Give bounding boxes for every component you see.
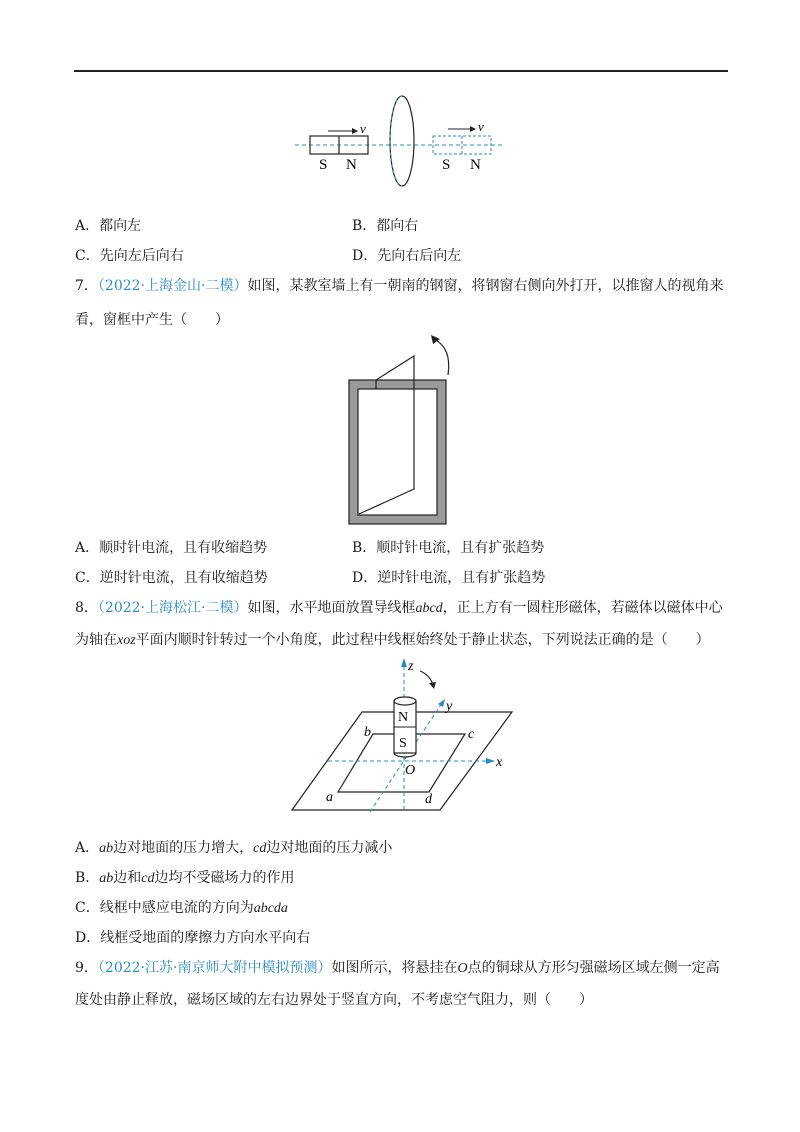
q8-option-a-mid: 边对地面的压力增大， (113, 840, 254, 856)
q7-option-c: C．逆时针电流，且有收缩趋势 (75, 570, 268, 586)
magnet-ring-figure (290, 95, 510, 195)
q8-stem-line2 (75, 630, 710, 651)
q8-text-d: 平面内顺时针转过一个小角度，此过程中线框始终处于静止状态，下列说法正确的是（ ） (135, 632, 710, 648)
q8-option-b (75, 868, 295, 889)
corner-label-a: a (326, 790, 333, 805)
q8-number: 8． (75, 600, 98, 616)
q7-text-line1: 如图，某教室墙上有一朝南的钢窗，将钢窗右侧向外打开，以推窗人的视角来 (247, 278, 724, 294)
q8-option-b-pre: B． (75, 870, 100, 886)
q8-text-a: 如图，水平地面放置导线框 (247, 600, 416, 616)
q9-text-b: 点的铜球从方形匀强磁场区域左侧一定高 (467, 960, 720, 976)
q6-option-c: C．先向左后向右 (75, 248, 184, 264)
magnet-n-label: N (398, 710, 409, 725)
q7-option-b: B．顺时针电流，且有扩张趋势 (352, 540, 545, 556)
axis-label-z: z (408, 659, 414, 674)
q8-source: （2022·上海松江·二模） (97, 600, 248, 616)
corner-label-d: d (425, 792, 432, 807)
magnet-s-label-left: S (319, 157, 328, 173)
q8-stem-line1 (75, 598, 723, 619)
q9-source: （2022·江苏·南京师大附中模拟预测） (97, 960, 332, 976)
q8-option-b-ab: ab (99, 871, 114, 886)
q7-text-line2: 看，窗框中产生（ ） (75, 312, 229, 328)
q8-text-c: 为轴在 (75, 632, 117, 648)
q6-option-d: D．先向右后向左 (352, 248, 462, 264)
q8-option-a-pre: A． (75, 840, 100, 856)
q8-option-d: D．线框受地面的摩擦力方向水平向右 (75, 930, 311, 946)
q8-option-a (75, 838, 392, 859)
magnet-s-label: S (399, 736, 407, 751)
q8-option-b-mid: 边和 (113, 870, 142, 886)
q8-option-a-post: 边对地面的压力减小 (266, 840, 393, 856)
q7-number: 7． (75, 278, 98, 294)
q8-option-a-cd: cd (253, 841, 267, 856)
header-rule (74, 70, 728, 72)
q8-text-b: ，正上方有一圆柱形磁体，若磁体以磁体中心 (442, 600, 723, 616)
coil-magnet-figure (288, 655, 513, 815)
q8-option-c-abcda: abcda (253, 901, 288, 916)
q7-stem-line1 (75, 276, 723, 296)
axis-label-y: y (446, 699, 453, 714)
q9-point-o: O (457, 961, 468, 976)
q9-stem-line1 (75, 958, 720, 979)
q8-option-c (75, 898, 288, 919)
magnet-n-label-left: N (346, 157, 357, 173)
q8-xoz: xoz (117, 633, 136, 648)
magnet-n-label-right: N (470, 157, 481, 173)
q8-option-a-ab: ab (99, 841, 114, 856)
q9-number: 9． (75, 960, 98, 976)
q7-option-a: A．顺时针电流，且有收缩趋势 (75, 540, 268, 556)
velocity-label-left: v (360, 121, 366, 136)
velocity-label-right: v (478, 119, 484, 134)
q8-option-c-pre: C．线框中感应电流的方向为 (75, 900, 254, 916)
q6-option-a: A．都向左 (75, 218, 142, 234)
q8-option-b-post: 边均不受磁场力的作用 (154, 870, 295, 886)
axis-label-x: x (496, 755, 503, 770)
q7-source: （2022·上海金山·二模） (97, 278, 248, 294)
origin-label: O (405, 763, 416, 778)
q9-text-a: 如图所示，将悬挂在 (331, 960, 458, 976)
q8-option-b-cd: cd (141, 871, 155, 886)
magnet-s-label-right: S (442, 157, 451, 173)
window-frame-figure (340, 333, 470, 528)
q6-option-b: B．都向右 (352, 218, 419, 234)
q7-option-d: D．逆时针电流，且有扩张趋势 (352, 570, 546, 586)
corner-label-c: c (468, 727, 475, 742)
q9-text-line2: 度处由静止释放，磁场区域的左右边界处于竖直方向，不考虑空气阻力，则（ ） (75, 992, 593, 1008)
q8-abcd: abcd (415, 601, 443, 616)
corner-label-b: b (364, 725, 371, 740)
